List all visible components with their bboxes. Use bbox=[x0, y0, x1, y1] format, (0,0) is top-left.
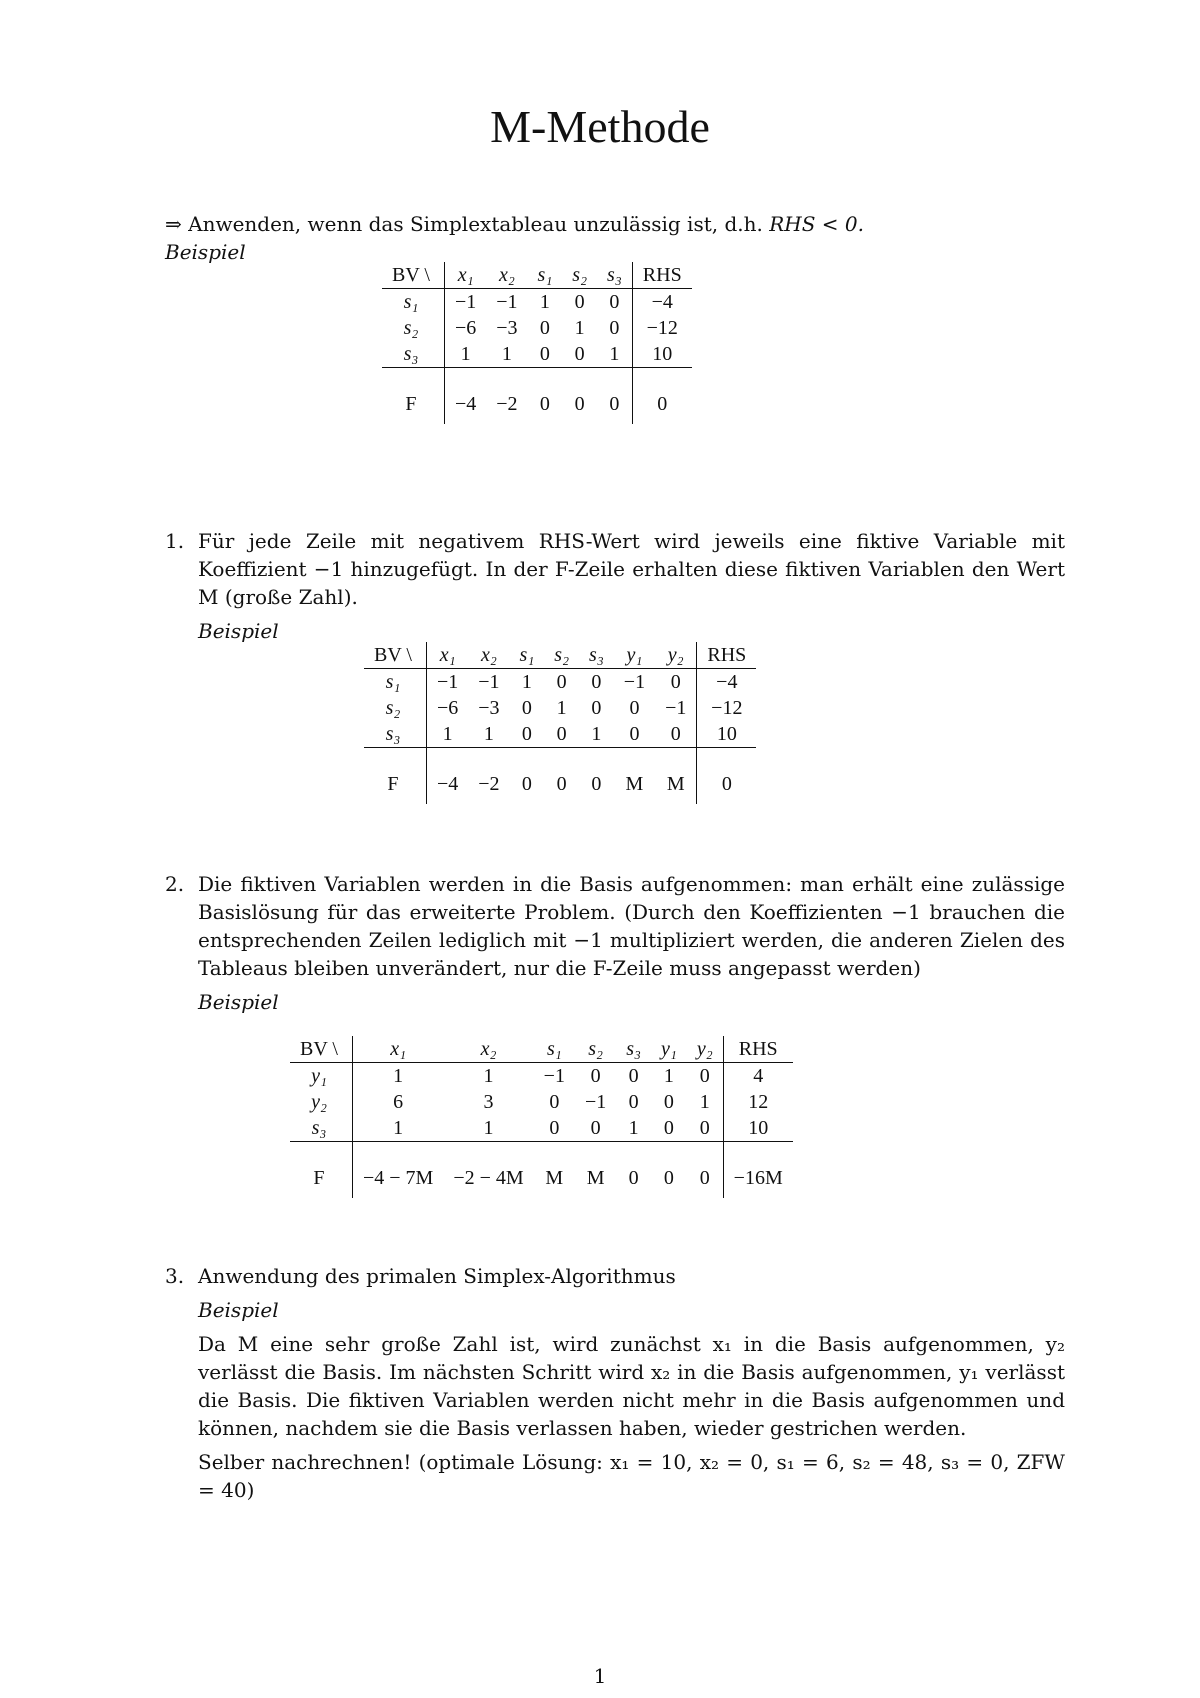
table-header-row bbox=[290, 1036, 793, 1063]
tableau-3 bbox=[290, 1036, 793, 1198]
table-header-row bbox=[382, 262, 692, 289]
table-cell: s₂ bbox=[403, 316, 419, 339]
table-cell: 0 bbox=[629, 696, 640, 719]
table-cell: M bbox=[545, 1166, 564, 1189]
step-solution: Selber nachrechnen! (optimale Lösung: x₁ = 10, x₂ = 0, s₁ = 6, s₂ = 48, s₃ = 0, ZFW = 40) bbox=[198, 1450, 1065, 1502]
table-cell: −6 bbox=[444, 315, 486, 341]
table-cell: 0 bbox=[699, 1064, 710, 1087]
table-cell: 0 bbox=[549, 1090, 560, 1113]
header-cell: RHS bbox=[723, 1036, 793, 1063]
header-cell: BV \ bbox=[382, 262, 444, 289]
header-cell: s₃ bbox=[616, 1036, 651, 1063]
header-cell: RHS bbox=[697, 642, 756, 669]
step-1 bbox=[165, 527, 1065, 645]
table-cell: M bbox=[666, 772, 685, 795]
header-cell: x₁ bbox=[352, 1036, 443, 1063]
header-cell: y₁ bbox=[651, 1036, 687, 1063]
tableau-2 bbox=[364, 642, 756, 804]
step-heading: Anwendung des primalen Simplex-Algorithmus bbox=[198, 1264, 676, 1288]
table-cell: F bbox=[387, 772, 399, 795]
step-text: Die fiktiven Variablen werden in die Basis aufgenommen: man erhält eine zulässige Basislösung für das erweiterte Problem. (Durch den Koeffizienten −1 brauchen die entsprechenden Zeilen lediglich mit −1 multipliziert werden, die anderen Zielen des Tableaus bleiben unverändert, nur die F-Zeile muss angepasst werden) bbox=[198, 872, 1065, 980]
table-cell: −2 bbox=[478, 772, 500, 795]
table-cell: 1 bbox=[556, 696, 567, 719]
step-number: 3. bbox=[165, 1264, 185, 1288]
table-cell: −4 bbox=[444, 384, 486, 424]
table-cell: 1 bbox=[597, 341, 632, 368]
intro-line bbox=[165, 210, 1065, 238]
table-gap-row bbox=[364, 748, 756, 765]
table-cell: 1 bbox=[352, 1063, 443, 1090]
table-cell: y₁ bbox=[311, 1064, 327, 1087]
table-cell: s₃ bbox=[364, 721, 426, 748]
table-row bbox=[290, 1115, 793, 1142]
table-cell: −1 bbox=[543, 1064, 565, 1087]
table-cell: −1 bbox=[426, 669, 468, 696]
tableau-1 bbox=[382, 262, 692, 424]
f-row bbox=[382, 384, 692, 424]
header-cell: y₂ bbox=[655, 642, 697, 669]
table-cell: 1 bbox=[616, 1115, 651, 1142]
step-text: Für jede Zeile mit negativem RHS-Wert wird jeweils eine fiktive Variable mit Koeffizient −1 hinzugefügt. In der F-Zeile erhalten diese fiktiven Variablen den Wert M (große Zahl). bbox=[198, 529, 1065, 609]
table-cell: 0 bbox=[628, 1064, 639, 1087]
page-number: 1 bbox=[593, 1664, 607, 1688]
header-cell: y₂ bbox=[687, 1036, 723, 1063]
f-row bbox=[364, 764, 756, 804]
example-label: Beispiel bbox=[198, 990, 279, 1014]
table-cell: 0 bbox=[591, 670, 602, 693]
table-cell: s₁ bbox=[403, 290, 419, 313]
table-cell: 0 bbox=[539, 392, 550, 415]
table-cell: 0 bbox=[609, 290, 620, 313]
table-cell: 0 bbox=[699, 1166, 710, 1189]
table-cell: M bbox=[586, 1166, 605, 1189]
table-cell: 0 bbox=[655, 721, 697, 748]
table-cell: 1 bbox=[468, 721, 509, 748]
table-cell: 0 bbox=[614, 721, 655, 748]
table-cell: 10 bbox=[697, 721, 756, 748]
table-cell: −1 bbox=[478, 670, 500, 693]
table-cell: 0 bbox=[521, 772, 532, 795]
table-cell: 0 bbox=[591, 772, 602, 795]
table-cell: 1 bbox=[663, 1064, 674, 1087]
example-label: Beispiel bbox=[198, 1298, 279, 1322]
header-cell: s₁ bbox=[534, 1036, 575, 1063]
header-cell: x₂ bbox=[486, 262, 527, 289]
table-cell: −1 bbox=[665, 696, 687, 719]
header-cell: RHS bbox=[632, 262, 691, 289]
table-row bbox=[382, 341, 692, 368]
example-label: Beispiel bbox=[198, 619, 279, 643]
table-cell: y₂ bbox=[311, 1090, 327, 1113]
table-cell: −4 bbox=[426, 764, 468, 804]
table-cell: −3 bbox=[496, 316, 518, 339]
table-cell: −12 bbox=[697, 695, 756, 721]
table-cell: M bbox=[625, 772, 644, 795]
table-cell: 3 bbox=[483, 1090, 494, 1113]
table-row bbox=[290, 1063, 793, 1090]
table-row bbox=[364, 721, 756, 748]
table-cell: −16M bbox=[723, 1158, 793, 1198]
table-cell: 1 bbox=[521, 670, 532, 693]
table-cell: −1 bbox=[496, 290, 518, 313]
table-cell: −6 bbox=[426, 695, 468, 721]
table-cell: 0 bbox=[562, 341, 597, 368]
table-row bbox=[364, 695, 756, 721]
header-cell: BV \ bbox=[364, 642, 426, 669]
table-cell: 0 bbox=[609, 392, 620, 415]
table-row bbox=[382, 315, 692, 341]
table-cell: −1 bbox=[623, 670, 646, 693]
table-cell: −2 − 4M bbox=[453, 1166, 524, 1189]
header-cell: y₁ bbox=[614, 642, 655, 669]
table-cell: F bbox=[313, 1166, 325, 1189]
table-cell: 1 bbox=[443, 1115, 533, 1142]
table-cell: s₂ bbox=[385, 696, 401, 719]
table-cell: 1 bbox=[486, 341, 527, 368]
table-cell: 0 bbox=[609, 316, 620, 339]
header-cell: x₂ bbox=[468, 642, 509, 669]
arrow-icon: ⇒ bbox=[165, 212, 182, 236]
table-cell: 1 bbox=[699, 1090, 710, 1113]
table-cell: 0 bbox=[544, 721, 579, 748]
table-row bbox=[382, 289, 692, 316]
intro bbox=[165, 210, 1065, 266]
table-cell: 10 bbox=[723, 1115, 793, 1142]
table-row bbox=[364, 669, 756, 696]
step-number: 2. bbox=[165, 872, 185, 896]
table-cell: 0 bbox=[528, 341, 563, 368]
header-cell: s₃ bbox=[579, 642, 614, 669]
header-cell: s₃ bbox=[597, 262, 632, 289]
step-2 bbox=[165, 870, 1065, 1016]
table-cell: 0 bbox=[591, 696, 602, 719]
table-cell: 0 bbox=[539, 316, 550, 339]
table-cell: 0 bbox=[574, 290, 585, 313]
table-cell: s₃ bbox=[382, 341, 444, 368]
table-cell: −2 bbox=[496, 392, 518, 415]
table-cell: 12 bbox=[723, 1089, 793, 1115]
table-cell: 0 bbox=[510, 721, 545, 748]
table-cell: −1 bbox=[584, 1090, 607, 1113]
table-cell: −3 bbox=[478, 696, 500, 719]
table-cell: 1 bbox=[444, 341, 486, 368]
table-cell: 0 bbox=[575, 1115, 616, 1142]
header-cell: s₂ bbox=[575, 1036, 616, 1063]
table-cell: 0 bbox=[663, 1090, 674, 1113]
table-cell: 0 bbox=[556, 772, 567, 795]
table-cell: 0 bbox=[574, 392, 585, 415]
intro-text: Anwenden, wenn das Simplextableau unzulässig ist, d.h. bbox=[188, 212, 763, 236]
table-cell: 0 bbox=[628, 1090, 639, 1113]
step-number: 1. bbox=[165, 529, 185, 553]
header-cell: s₂ bbox=[544, 642, 579, 669]
table-header-row bbox=[364, 642, 756, 669]
table-cell: F bbox=[405, 392, 417, 415]
table-cell: −1 bbox=[444, 289, 486, 316]
table-cell: 10 bbox=[632, 341, 691, 368]
header-cell: s₁ bbox=[528, 262, 563, 289]
table-cell: 1 bbox=[352, 1115, 443, 1142]
f-row bbox=[290, 1158, 793, 1198]
table-cell: 0 bbox=[628, 1166, 639, 1189]
header-cell: x₁ bbox=[444, 262, 486, 289]
intro-example-label: Beispiel bbox=[165, 240, 246, 264]
header-cell: s₂ bbox=[562, 262, 597, 289]
table-cell: −4 bbox=[632, 289, 691, 316]
table-cell: 1 bbox=[574, 316, 585, 339]
table-cell: 0 bbox=[556, 670, 567, 693]
table-row bbox=[290, 1089, 793, 1115]
table-gap-row bbox=[382, 368, 692, 385]
table-cell: 0 bbox=[670, 670, 681, 693]
page-title: M-Methode bbox=[490, 101, 710, 152]
table-cell: −12 bbox=[632, 315, 691, 341]
table-cell: 0 bbox=[590, 1064, 601, 1087]
table-cell: 0 bbox=[521, 696, 532, 719]
intro-math: RHS < 0. bbox=[769, 212, 864, 236]
table-cell: 4 bbox=[723, 1063, 793, 1090]
table-cell: 0 bbox=[534, 1115, 575, 1142]
table-cell: 1 bbox=[579, 721, 614, 748]
table-cell: 1 bbox=[426, 721, 468, 748]
header-cell: x₁ bbox=[426, 642, 468, 669]
table-cell: 0 bbox=[632, 384, 691, 424]
table-cell: s₃ bbox=[290, 1115, 352, 1142]
table-cell: −4 − 7M bbox=[352, 1158, 443, 1198]
table-cell: 6 bbox=[352, 1089, 443, 1115]
header-cell: x₂ bbox=[443, 1036, 533, 1063]
header-cell: BV \ bbox=[290, 1036, 352, 1063]
table-cell: 0 bbox=[651, 1115, 687, 1142]
header-cell: s₁ bbox=[510, 642, 545, 669]
table-cell: 1 bbox=[539, 290, 550, 313]
step-paragraph: Da M eine sehr große Zahl ist, wird zunächst x₁ in die Basis aufgenommen, y₂ verlässt die Basis. Im nächsten Schritt wird x₂ in die Basis aufgenommen, y₁ verlässt die Basis. Die fiktiven Variablen werden nicht mehr in die Basis aufgenommen und können, nachdem sie die Basis verlassen haben, wieder gestrichen werden. bbox=[198, 1332, 1065, 1440]
table-gap-row bbox=[290, 1142, 793, 1159]
table-cell: 0 bbox=[663, 1166, 674, 1189]
table-cell: 1 bbox=[483, 1064, 494, 1087]
table-cell: s₁ bbox=[385, 670, 401, 693]
table-cell: 0 bbox=[697, 764, 756, 804]
table-cell: −4 bbox=[697, 669, 756, 696]
table-cell: 0 bbox=[687, 1115, 723, 1142]
step-3 bbox=[165, 1262, 1065, 1504]
